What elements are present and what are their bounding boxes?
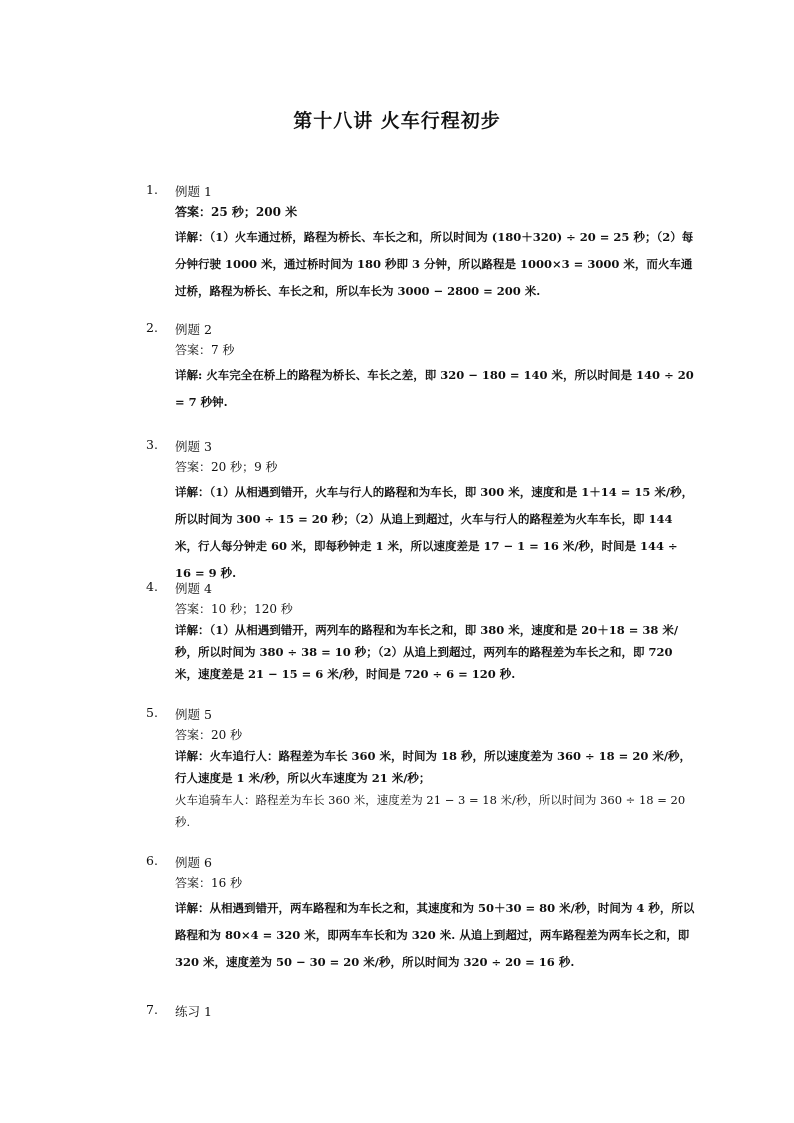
- item-number: 4.: [146, 579, 158, 594]
- item-heading: 例题 5: [175, 707, 212, 722]
- item-heading: 例题 4: [175, 581, 212, 596]
- item-answer: 答案：16 秒: [175, 876, 243, 890]
- item-content: [175, 579, 695, 685]
- item-detail: 详解：从相遇到错开，两车路程和为车长之和，其速度和为 50＋30 = 80 米/秒，时间为 4 秒，所以路程和为 80×4 = 320 米，即两车车长和为 320 米. 从追上到超过，两车路程差为两车长之和，即 320 米，速度差为 50 − 30 = 20 米/秒，所以时间为 320 ÷ 20 = 16 秒.: [175, 901, 695, 969]
- item-heading: 例题 2: [175, 322, 212, 337]
- item-detail: 详解：（1）火车通过桥，路程为桥长、车长之和，所以时间为 (180＋320) ÷ 20 = 25 秒；（2）每分钟行驶 1000 米，通过桥时间为 180 秒即 3 分钟，所以路程是 1000×3 = 3000 米，而火车通过桥，路程为桥长、车长之和，所以车长为 3000 − 2800 = 200 米.: [175, 230, 694, 298]
- item-number: 1.: [146, 182, 158, 197]
- item-heading: 例题 3: [175, 439, 212, 454]
- item-answer: 答案：20 秒: [175, 728, 243, 742]
- item-content: [175, 705, 695, 833]
- item-content: [175, 1002, 695, 1022]
- item-answer: 答案：7 秒: [175, 343, 235, 357]
- item-content: [175, 182, 695, 305]
- item-content: [175, 853, 695, 976]
- page-title: 第十八讲 火车行程初步: [293, 110, 501, 132]
- item-number: 5.: [146, 705, 158, 720]
- item-answer: 答案：10 秒；120 秒: [175, 602, 293, 616]
- item-answer: 答案：20 秒；9 秒: [175, 460, 278, 474]
- item-answer: 答案：25 秒；200 米: [175, 205, 298, 219]
- item-heading: 例题 1: [175, 184, 212, 199]
- item-number: 7.: [146, 1002, 158, 1017]
- item-content: [175, 320, 695, 416]
- item-number: 2.: [146, 320, 158, 335]
- item-heading: 例题 6: [175, 855, 212, 870]
- item-detail: 详解：（1）从相遇到错开，两列车的路程和为车长之和，即 380 米，速度和是 20＋18 = 38 米/秒，所以时间为 380 ÷ 38 = 10 秒；（2）从追上到超过，两列车的路程差为车长之和，即 720 米，速度差是 21 − 15 = 6 米/秒，时间是 720 ÷ 6 = 120 秒.: [175, 623, 679, 681]
- item-detail: 详解：（1）从相遇到错开，火车与行人的路程和为车长，即 300 米，速度和是 1＋14 = 15 米/秒，所以时间为 300 ÷ 15 = 20 秒；（2）从追上到超过，火车与行人的路程差为火车车长，即 144 米，行人每分钟走 60 米，即每秒钟走 1 米，所以速度差是 17 − 1 = 16 米/秒，时间是 144 ÷ 16 = 9 秒.: [175, 485, 694, 580]
- item-number: 3.: [146, 437, 158, 452]
- item-detail: 详解：火车追行人：路程差为车长 360 米，时间为 18 秒，所以速度差为 360 ÷ 18 = 20 米/秒，行人速度是 1 米/秒，所以火车速度为 21 米/秒；: [175, 749, 692, 785]
- item-detail: 详解: 火车完全在桥上的路程为桥长、车长之差，即 320 − 180 = 140 米，所以时间是 140 ÷ 20 = 7 秒钟.: [175, 368, 694, 409]
- item-detail-continued: 火车追骑车人：路程差为车长 360 米，速度差为 21 − 3 = 18 米/秒，所以时间为 360 ÷ 18 = 20 秒.: [175, 793, 686, 829]
- item-heading: 练习 1: [175, 1004, 212, 1019]
- item-number: 6.: [146, 853, 158, 868]
- item-content: [175, 437, 695, 587]
